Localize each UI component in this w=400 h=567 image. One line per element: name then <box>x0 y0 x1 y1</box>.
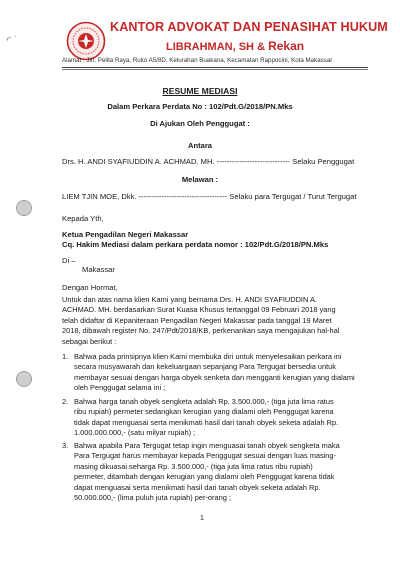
plaintiff-line: Drs. H. ANDI SYAFIUDDIN A. ACHMAD. MH. ----------------------------- Selaku Penggugat <box>62 157 355 166</box>
binder-hole <box>16 371 32 387</box>
point-line: secara musyawarah dan kekeluargaan sepanjang Para Tergugat bersedia untuk <box>74 362 336 372</box>
firm-name: KANTOR ADVOKAT DAN PENASIHAT HUKUM <box>110 20 388 34</box>
point-line: ribu rupiah) permeter sedangkan kerugian yang dialami oleh Penggugat karena <box>74 407 334 417</box>
firm-logo <box>66 21 106 61</box>
defendant-line: LIEM TJIN MOE, Dkk. ----------------------------------- Selaku para Tergugat / Turut Tergugat <box>62 192 357 201</box>
location-city: Makassar <box>82 265 115 274</box>
header-divider-thin <box>62 69 368 70</box>
point-line: Bahwa apabila Para Tergugat tetap ingin menguasai tanah obyek sengketa maka <box>74 441 340 450</box>
point-line: dapat menguasai serta menikmati hasil dari tanah obyek seketa adalah Rp. <box>74 482 321 492</box>
intro-line: sebagai berikut : <box>62 336 117 346</box>
point-3 <box>74 441 362 503</box>
header-divider <box>62 67 368 68</box>
point-1 <box>74 352 362 394</box>
point-line: tidak dapat menguasai serta menikmati hasil dari tanah obyek seketa adalah Rp. <box>74 417 339 427</box>
binder-hole <box>16 200 32 216</box>
court-mediator: Cq. Hakim Mediasi dalam perkara perdata nomor : 102/Pdt.G/2018/PN.Mks <box>62 240 329 249</box>
firm-subtitle-b: Rekan <box>268 39 305 53</box>
point-line: oleh Penggugat selama ini ; <box>74 383 166 393</box>
between-label: Antara <box>187 141 213 150</box>
page-number: 1 <box>200 515 204 522</box>
point-line: masing dikuasai seharga Rp. 3.500.000,- (tiga juta lima ratus ribu rupiah) <box>74 461 313 471</box>
point-line: 1.000.000.000,- (satu milyar rupiah) ; <box>74 428 196 438</box>
point-line: 50.000.000,- (lima puluh juta rupiah) per-orang ; <box>74 493 231 503</box>
location-prefix: Di – <box>62 256 76 265</box>
firm-subtitle <box>166 39 304 53</box>
firm-subtitle-a: LIBRAHMAN, SH <box>166 41 254 53</box>
document-title: RESUME MEDIASI <box>162 86 238 96</box>
greeting: Dengan Hormat, <box>62 283 118 292</box>
versus-label: Melawan : <box>181 175 219 184</box>
pen-mark: ⌐ · <box>4 30 19 44</box>
addressee-label: Kepada Yth, <box>62 214 104 223</box>
point-line: Para Tergugat harus membayar kepada Penggugat sesuai dengan luas masing- <box>74 451 336 461</box>
point-line: membayar sesuai dengan harga obyek senketa dan mengganti kerugian yang dialami <box>74 372 355 382</box>
firm-address: Alamat : Jln. Pelita Raya, Ruko A5/8D, Kelurahan Buakana, Kecamatan Rappocini, Kota Makassar <box>62 57 333 64</box>
court-name: Ketua Pengadilan Negeri Makassar <box>62 230 189 239</box>
firm-subtitle-amp: & <box>257 41 266 53</box>
point-2 <box>74 397 362 439</box>
intro-line: Untuk dan atas nama klien Kami yang bernama Drs. H. ANDI SYAFIUDDIN A. <box>62 295 317 304</box>
point-number: 1. <box>62 352 69 361</box>
point-number: 3. <box>62 441 69 450</box>
submitted-by-line: Di Ajukan Oleh Penggugat : <box>150 119 250 128</box>
intro-line: telah didaftar di Kepaniteraan Pengadilan Negeri Makassar pada tanggal 19 Maret <box>62 315 332 325</box>
point-line: permeter, ditambah dengan kerugian yang dialami oleh Penggugat karena tidak <box>74 472 335 482</box>
intro-paragraph <box>62 295 362 347</box>
point-line: Bahwa harga tanah obyek sengketa adalah Rp. 3.500.000,- (tiga juta lima ratus <box>74 397 334 406</box>
point-number: 2. <box>62 397 69 406</box>
case-number-line: Dalam Perkara Perdata No : 102/Pdt.G/2018/PN.Mks <box>107 102 293 111</box>
point-line: Bahwa pada prinsipnya klien Kami membuka diri untuk menyelesaikan perkara ini <box>74 352 342 361</box>
intro-line: 2018, dibawah register No. 247/Pdt/2018/KB, perkenankan saya mengajukan hal-hal <box>62 326 340 336</box>
intro-line: ACHMAD. MH. berdasarkan Surat Kuasa Khusus tertanggal 09 Februari 2018 yang <box>62 305 336 315</box>
